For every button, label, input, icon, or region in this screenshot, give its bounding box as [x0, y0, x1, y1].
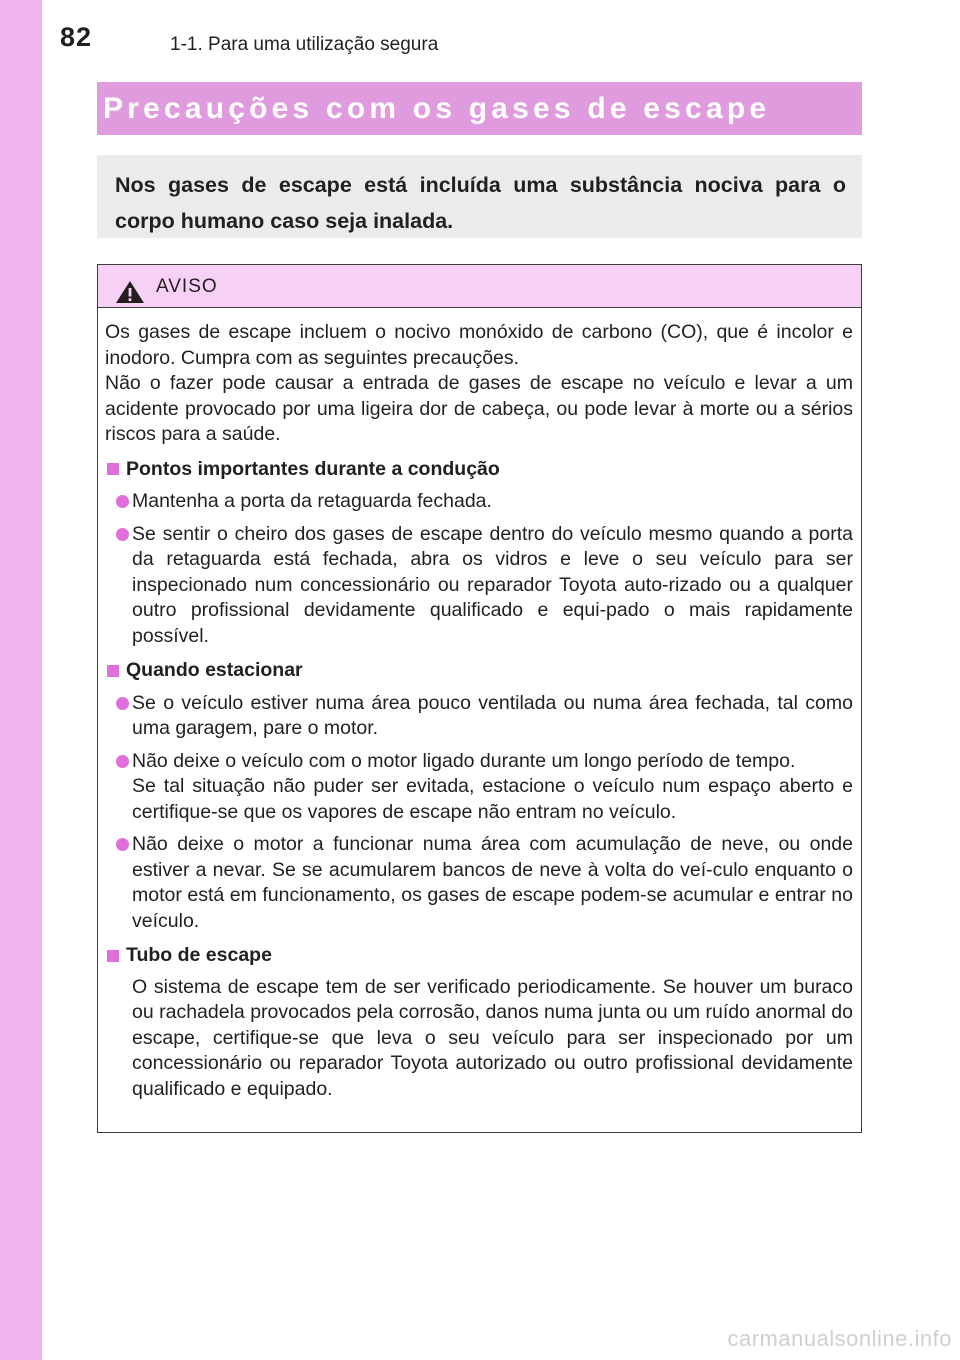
list-item [105, 832, 853, 934]
intro-box [97, 155, 862, 238]
circle-bullet-icon [116, 495, 129, 508]
list-item [105, 489, 853, 515]
list-item-continuation: Se tal situação não puder ser evitada, estacione o veículo num espaço aberto e certifique-se que os vapores de escape não entram no veículo. [132, 775, 853, 823]
circle-bullet-icon [116, 528, 129, 541]
list-item-text: Se o veículo estiver numa área pouco ventilada ou numa área fechada, tal como uma garagem, pare o motor. [132, 691, 853, 739]
warning-triangle-icon [115, 280, 145, 304]
section-title: Precauções com os gases de escape [103, 91, 771, 125]
intro-text: Nos gases de escape está incluída uma substância nociva para o corpo humano caso seja inalada. [115, 173, 846, 233]
square-bullet-icon [107, 950, 119, 962]
warning-header [98, 265, 861, 308]
section-heading [105, 457, 853, 483]
section-heading-text: Tubo de escape [126, 944, 272, 966]
warning-paragraph: Os gases de escape incluem o nocivo monóxido de carbono (CO), que é incolor e inodoro. Cumpra com as seguintes precauções. [105, 321, 853, 369]
side-color-band [0, 0, 42, 1360]
warning-label: AVISO [156, 276, 218, 297]
warning-body [98, 308, 861, 1102]
list-item [105, 522, 853, 650]
section-title-bar [97, 82, 862, 135]
chapter-title: 1-1. Para uma utilização segura [170, 34, 439, 55]
list-item [105, 691, 853, 742]
section-heading-text: Quando estacionar [126, 659, 303, 681]
warning-box [97, 264, 862, 1133]
section-heading-text: Pontos importantes durante a condução [126, 457, 500, 480]
circle-bullet-icon [116, 697, 129, 710]
list-item-text: Não deixe o motor a funcionar numa área com acumulação de neve, ou onde estiver a nevar. Se se acumularem bancos de neve à volta do veí-culo enquanto o motor está em funcionamento, os gases de escape podem-se acumular e entrar no veículo. [132, 833, 853, 932]
watermark-text: carmanualsonline.info [727, 1326, 952, 1351]
warning-paragraph: Não o fazer pode causar a entrada de gases de escape no veículo e levar a um acidente provocado por uma ligeira dor de cabeça, ou pode levar à morte ou a sérios riscos para a saúde. [105, 372, 853, 445]
circle-bullet-icon [116, 838, 129, 851]
circle-bullet-icon [116, 755, 129, 768]
section-heading [105, 658, 853, 684]
square-bullet-icon [107, 463, 119, 475]
section-paragraph: O sistema de escape tem de ser verificado periodicamente. Se houver um buraco ou rachadela provocados pela corrosão, danos numa junta ou um ruído anormal do escape, certifique-se que leva o seu veículo para ser inspecionado por um concessionário ou reparador Toyota autorizado ou outro profissional devidamente qualificado e equipado. [132, 975, 853, 1100]
square-bullet-icon [107, 665, 119, 677]
list-item-text: Mantenha a porta da retaguarda fechada. [132, 490, 492, 512]
page-number: 82 [60, 22, 93, 52]
list-item-text: Se sentir o cheiro dos gases de escape dentro do veículo mesmo quando a porta da retaguarda está fechada, abra os vidros e leve o seu veículo para ser inspecionado num concessionário ou reparador Toyota auto-rizado ou a qualquer outro profissional devidamente qualificado e equi-pado o mais rapidamente possível. [132, 522, 853, 647]
section-heading [105, 943, 853, 969]
list-item-text: Não deixe o veículo com o motor ligado durante um longo período de tempo. [132, 749, 796, 772]
list-item [105, 749, 853, 826]
